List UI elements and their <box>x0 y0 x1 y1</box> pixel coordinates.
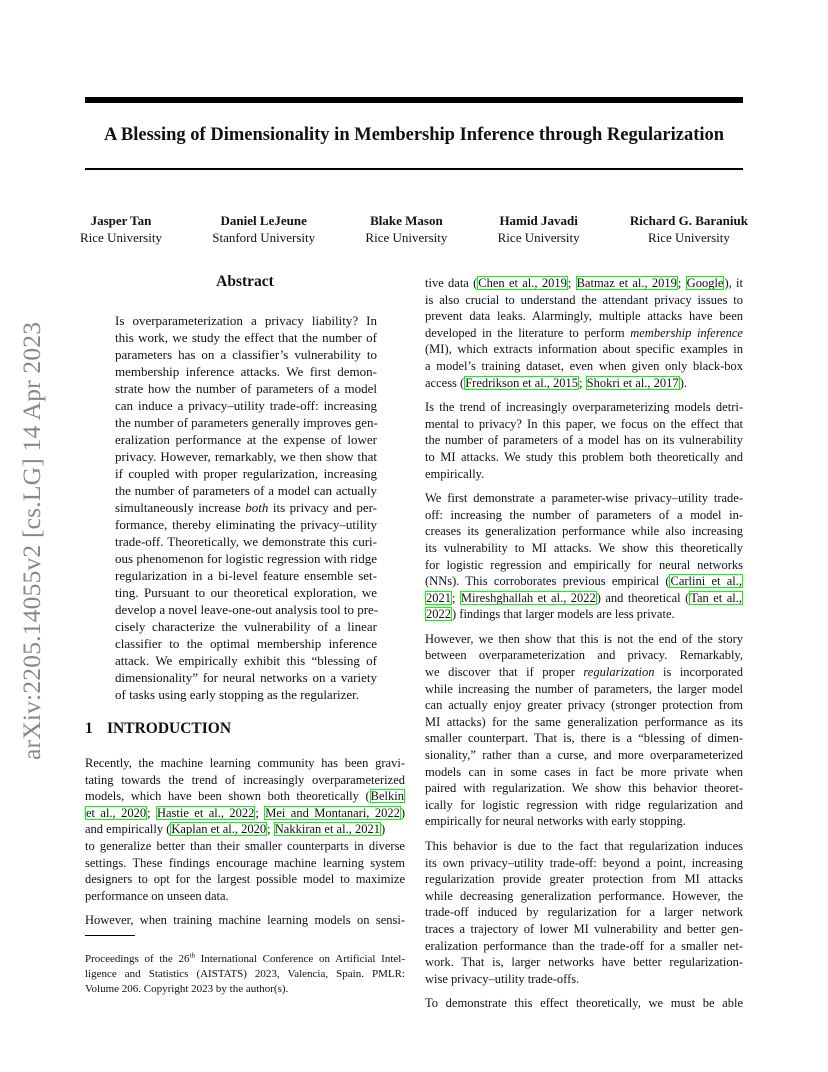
body-line: wise privacy–utility trade-offs. <box>425 971 580 986</box>
body-line: settings. These findings encourage machine learning system <box>85 855 405 870</box>
body-text: ) <box>400 805 405 820</box>
citation-link[interactable]: Batmaz et al., 2019 <box>576 276 677 290</box>
abstract-line: parameters has on a classifier’s vulnerability to <box>115 347 377 362</box>
body-text: we discover that if proper <box>425 665 584 680</box>
body-line: mental to privacy? In this paper, we focus on the effect that <box>425 416 743 431</box>
footnote-text: Proceedings of the 26 <box>85 953 190 965</box>
body-line: for logistic regression and empirically for neural networks <box>425 557 743 572</box>
author-block <box>80 212 162 246</box>
abstract-line: the number of parameters of a model can actually <box>115 483 377 498</box>
citation-link[interactable]: et al., 2020 <box>86 805 147 820</box>
body-text: access ( <box>425 375 465 390</box>
body-text: ; <box>255 805 265 820</box>
section-heading <box>85 719 231 739</box>
footnote-rule <box>85 935 135 936</box>
abstract-line: strate how the number of parameters of a model <box>115 381 377 396</box>
author-affiliation: Stanford University <box>212 230 316 245</box>
right-column <box>425 275 743 1012</box>
section-title: INTRODUCTION <box>107 720 232 737</box>
abstract-line <box>115 499 377 516</box>
body-text: ) and theoretical ( <box>596 590 690 605</box>
title-bottom-rule <box>85 168 743 170</box>
body-text: ; <box>579 375 586 390</box>
abstract-line: trade-off. Theoretically, we demonstrate this curi- <box>115 534 377 549</box>
author-block <box>498 212 580 246</box>
abstract-line: privacy. However, remarkably, we then show that <box>115 449 377 464</box>
body-line: (MI), which extracts information about specific examples in <box>425 342 743 357</box>
body-line: This behavior is due to the fact that regularization induces <box>425 839 743 853</box>
abstract-line: ting. Pursuant to our theoretical exploration, we <box>115 585 377 600</box>
body-line: off: increasing the number of parameters of a model in- <box>425 507 743 522</box>
body-text: models, which have been shown both theoretically ( <box>85 789 370 804</box>
citation-link[interactable]: Mei and Montanari, 2022 <box>265 805 400 820</box>
footnote-line: ligence and Statistics (AISTATS) 2023, Valencia, Spain. PMLR: <box>85 968 405 980</box>
abstract-line: can induce a privacy–utility trade-off: increasing <box>115 398 377 413</box>
footnote-superscript: th <box>189 951 195 960</box>
body-text: ) <box>380 822 386 837</box>
proceedings-footnote <box>85 952 405 997</box>
citation-link[interactable]: Tan et al., <box>690 590 742 605</box>
citation-link[interactable]: Kaplan et al., 2020 <box>171 822 267 837</box>
citation-link[interactable]: 2021 <box>426 590 451 605</box>
body-line: sionality,” rather than a curse, and more overparameterized <box>425 748 743 763</box>
citation-link[interactable]: Belkin <box>370 789 404 804</box>
abstract-line: cisely characterize the vulnerability of a linear <box>115 619 377 634</box>
abstract-text: its privacy and per- <box>268 500 377 515</box>
paper-title: A Blessing of Dimensionality in Membership Inference through Regularization <box>103 125 725 145</box>
abstract-line: this work, we study the effect that the number of <box>115 330 377 345</box>
abstract-block <box>85 272 405 703</box>
body-text: ), it <box>724 276 743 290</box>
abstract-line: develop a novel leave-one-out analysis tool to pre- <box>115 602 379 617</box>
body-emphasis: regularization <box>583 665 655 680</box>
body-line: tating towards the trend of increasingly overparameterized <box>85 772 405 787</box>
body-line: creases its generalization performance while also increasing <box>425 524 743 539</box>
body-line <box>425 590 743 607</box>
body-line: empirically. <box>425 466 485 481</box>
citation-link[interactable]: Chen et al., 2019 <box>478 276 567 290</box>
title-top-rule <box>85 97 743 103</box>
footnote-line <box>85 952 405 967</box>
body-line: We first demonstrate a parameter-wise privacy–utility trade- <box>425 491 743 506</box>
author-block <box>630 212 748 246</box>
body-line: MI attacks) for the same generalization performance as its <box>425 714 743 729</box>
body-line: a model’s training dataset, even when given only black-box <box>425 358 743 373</box>
author-affiliation: Rice University <box>647 230 730 245</box>
body-line: smaller counterpart. That is, there is a “blessing of dimen- <box>425 731 743 746</box>
citation-link[interactable]: Nakkiran et al., 2021 <box>274 822 380 837</box>
abstract-line: dimensionality” for neural networks on a variety <box>115 670 377 685</box>
body-line: Recently, the machine learning community has been gravi- <box>85 756 405 770</box>
author-block <box>212 212 315 246</box>
author-affiliation: Rice University <box>80 230 162 245</box>
body-line: between overparameterization and privacy. Remarkably, <box>425 648 743 663</box>
body-line <box>85 788 405 805</box>
citation-link[interactable]: Carlini et al., <box>670 574 742 589</box>
body-line: while increasing the number of parameters, the larger model <box>425 681 743 696</box>
body-text: and empirically ( <box>85 822 171 837</box>
body-text: ; <box>147 805 156 820</box>
body-text: ) findings that larger models are less private. <box>452 607 675 622</box>
body-line: trade-off induced by regularization for a larger network <box>425 905 743 920</box>
abstract-line: classifier to the optimal membership inference <box>115 636 377 651</box>
author-name: Daniel LeJeune <box>220 213 307 228</box>
body-text: is incorporated <box>654 665 743 680</box>
body-line: To demonstrate this effect theoretically, we must be able <box>425 996 743 1011</box>
body-text: ; <box>567 276 576 290</box>
author-list <box>80 212 748 246</box>
intro-paragraph-1 <box>85 755 405 929</box>
abstract-line: formance, thereby eliminating the privacy–utility <box>115 517 377 532</box>
body-line: the number of parameters of a model has on its vulnerability <box>425 433 743 448</box>
footnote-text: International Conference on Artificial Intel- <box>194 953 405 965</box>
body-line: performance on unseen data. <box>85 888 229 903</box>
body-line: to generalize better than their smaller counterparts in diverse <box>85 838 405 853</box>
citation-link[interactable]: Shokri et al., 2017 <box>586 375 679 390</box>
body-line: its vulnerability to MI attacks. We show this theoretically <box>425 540 743 555</box>
body-line: its own privacy–utility trade-off: beyond a point, increasing <box>425 855 743 870</box>
abstract-line: of tasks using early stopping as the regularizer. <box>115 687 360 702</box>
abstract-text: simultaneously increase <box>115 500 246 515</box>
citation-link[interactable]: Mireshghallah et al., 2022 <box>460 590 596 605</box>
abstract-line: attack. We empirically exhibit this “blessing of <box>115 653 377 668</box>
body-line: prevent data leaks. Alarmingly, multiple attacks have been <box>425 309 743 324</box>
body-line: Is the trend of increasingly overparameterizing models detri- <box>425 400 743 415</box>
body-text: ; <box>267 822 274 837</box>
author-affiliation: Rice University <box>497 230 580 245</box>
body-line: models can in some cases in fact be more private when <box>425 764 743 779</box>
body-text: tive data ( <box>425 276 478 290</box>
body-line <box>425 375 743 392</box>
body-line: traces a trajectory of lower MI vulnerability and better gen- <box>425 921 743 936</box>
body-text: ; <box>452 590 460 605</box>
citation-link[interactable]: Hastie et al., 2022 <box>156 805 255 820</box>
body-emphasis: membership inference <box>630 325 743 340</box>
footnote-line: Volume 206. Copyright 2023 by the author(s). <box>85 983 289 995</box>
body-text: (NNs). This corroborates previous empirical ( <box>425 574 670 589</box>
body-line: while decreasing generalization performance. However, the <box>425 888 743 903</box>
body-text: ; <box>677 276 686 290</box>
abstract-line: ous phenomenon for logistic regression with ridge <box>115 551 377 566</box>
abstract-line: the number of parameters generally improves gen- <box>115 415 378 430</box>
abstract-line: if coupled with proper regularization, increasing <box>115 466 377 481</box>
body-line <box>425 573 743 590</box>
arxiv-stamp: arXiv:2205.14055v2 [cs.LG] 14 Apr 2023 <box>17 321 46 760</box>
author-name: Jasper Tan <box>90 213 152 228</box>
body-line: regularization provide greater protection from MI attacks <box>425 872 743 887</box>
body-line: However, we then show that this is not the end of the story <box>425 631 743 646</box>
abstract-heading: Abstract <box>216 273 274 290</box>
abstract-line: membership inference attacks. We first demon- <box>115 364 377 379</box>
body-line: However, when training machine learning models on sensi- <box>85 913 405 928</box>
body-line <box>85 821 405 838</box>
abstract-line: Is overparameterization a privacy liability? In <box>115 313 377 328</box>
citation-link[interactable]: 2022 <box>426 607 451 622</box>
body-line <box>425 275 743 292</box>
body-line: ically for logistic regression with ridge regularization and <box>425 797 743 812</box>
body-line: eralization performance than the trade-off for a smaller net- <box>425 938 743 953</box>
body-line <box>85 805 405 822</box>
author-name: Hamid Javadi <box>499 213 578 228</box>
author-name: Richard G. Baraniuk <box>629 213 748 228</box>
body-line <box>425 325 743 342</box>
citation-link[interactable]: Fredrikson et al., 2015 <box>465 375 579 390</box>
body-text: ). <box>679 375 687 390</box>
body-line: to MI attacks. We study this problem both theoretically and <box>425 449 743 464</box>
body-line <box>425 664 743 681</box>
body-line: designers to opt for the largest possible model to maximize <box>85 872 405 887</box>
author-name: Blake Mason <box>370 213 443 228</box>
body-line: work. That is, larger networks have better regularization- <box>425 955 743 970</box>
body-line: can actually enjoy greater privacy (stronger protection from <box>425 698 743 713</box>
body-text: developed in the literature to perform <box>425 325 631 340</box>
section-number: 1 <box>85 720 93 737</box>
citation-link[interactable]: Google <box>686 276 724 290</box>
author-affiliation: Rice University <box>365 230 448 245</box>
body-line <box>425 606 743 623</box>
body-line: is also crucial to understand the attendant privacy issues to <box>425 292 743 307</box>
abstract-emphasis: both <box>245 500 269 515</box>
abstract-line: eralization performance at the expense of lower <box>115 432 377 447</box>
author-block <box>365 212 447 246</box>
abstract-line: regularization in a bi-level feature ensemble set- <box>115 568 377 583</box>
body-line: empirically for neural networks with early stopping. <box>425 814 686 829</box>
body-line: paired with regularization. We show this behavior theoret- <box>425 781 743 796</box>
